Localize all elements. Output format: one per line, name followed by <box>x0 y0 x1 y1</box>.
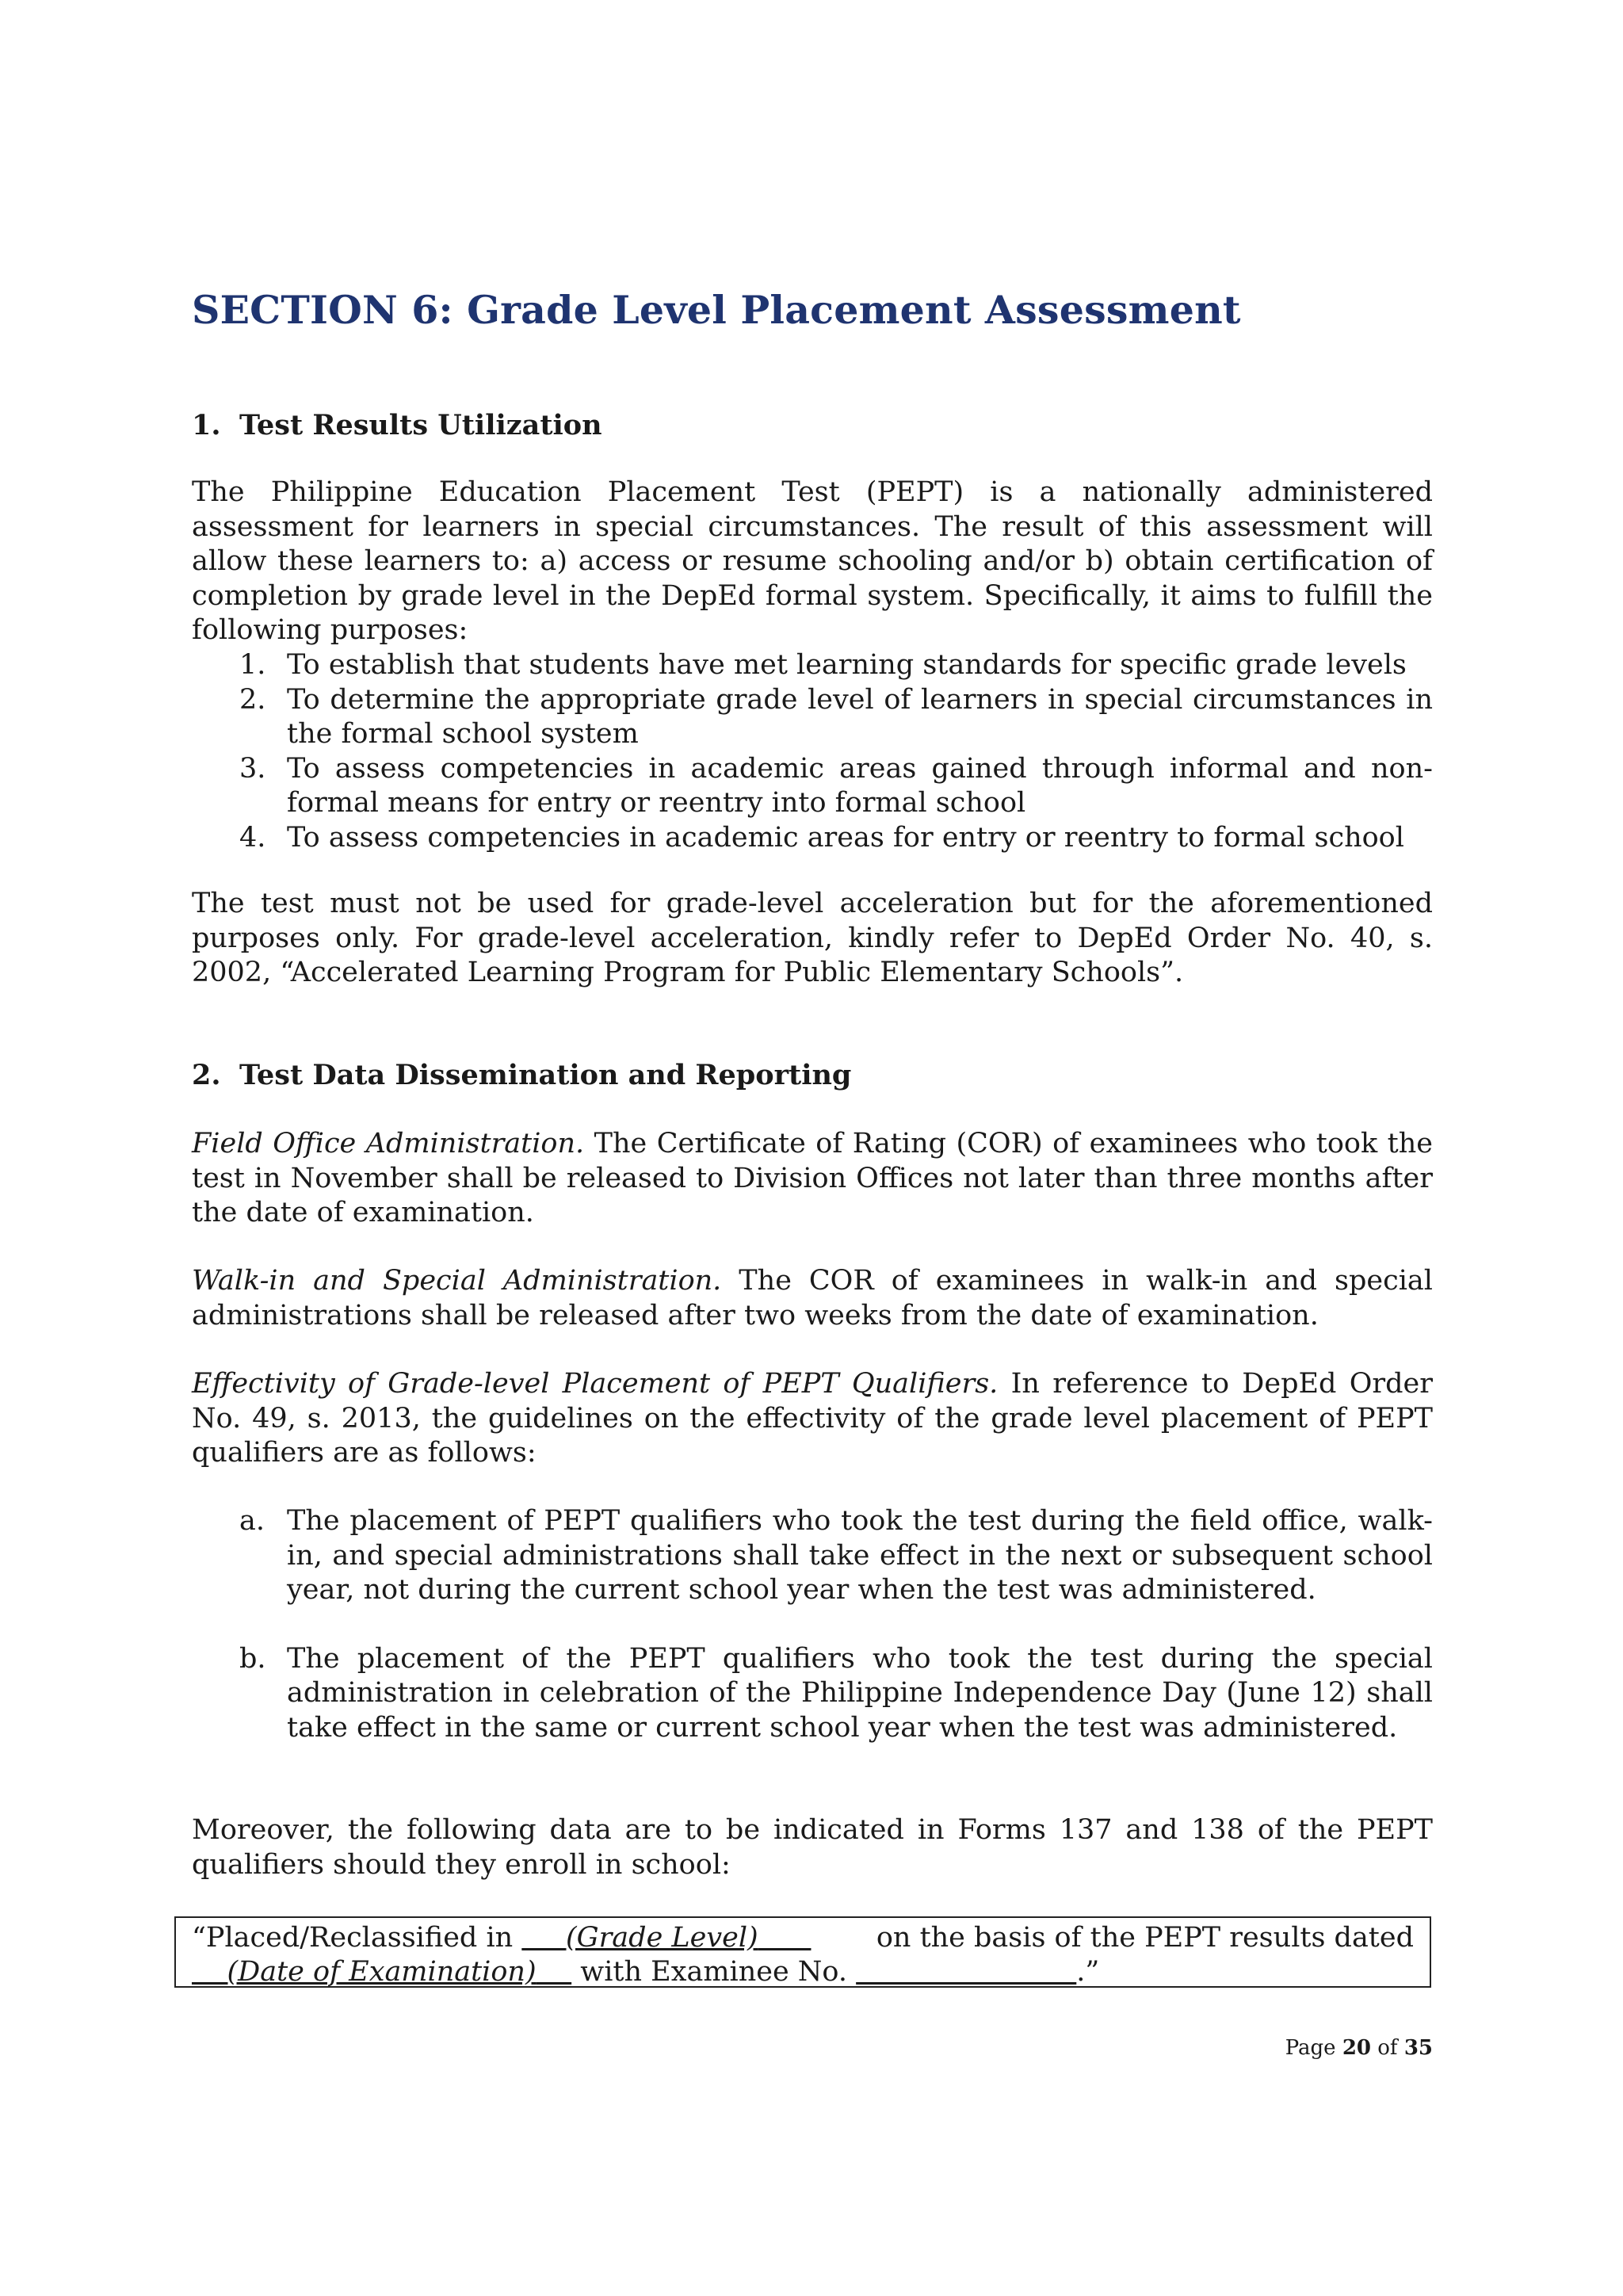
examinee-no-blank <box>856 1956 1076 1988</box>
subheading-number: 2. <box>192 1059 221 1091</box>
grade-level-blank: (Grade Level) <box>565 1922 758 1954</box>
field-office-label: Field Office Administration. <box>192 1128 585 1159</box>
date-of-exam-blank: (Date of Examination) <box>227 1956 537 1988</box>
guidelines-list <box>239 1504 1433 1745</box>
purposes-list <box>239 648 1433 855</box>
walk-in-paragraph: Walk-in and Special Administration. The COR of examinees in walk-in and special administrations shall be released after two weeks from the date of examination. <box>192 1265 1433 1331</box>
subheading-text: Test Results Utilization <box>239 409 602 441</box>
list-item: 1. To establish that students have met learning standards for specific grade levels <box>239 649 1407 681</box>
field-office-paragraph: Field Office Administration. The Certificate of Rating (COR) of examinees who took the test in November shall be released to Division Offices not later than three months after the date of examination. <box>192 1128 1433 1228</box>
list-item: b. The placement of the PEPT qualifiers who took the test during the special administration in celebration of the Philippine Independence Day (June 12) shall take effect in the same or current school year when the test was administered. <box>239 1642 1433 1744</box>
template-line-2: (Date of Examination) with Examinee No. .” <box>192 1955 1414 1989</box>
effectivity-paragraph: Effectivity of Grade-level Placement of PEPT Qualifiers. In reference to DepEd Order No. 49, s. 2013, the guidelines on the effectivity of the grade level placement of PEPT qualifiers are as follows: <box>192 1368 1433 1469</box>
section-title: SECTION 6: Grade Level Placement Assessment <box>192 287 1241 333</box>
template-line-1: “Placed/Reclassified in (Grade Level) on the basis of the PEPT results dated <box>192 1922 1414 1954</box>
subheading-number: 1. <box>192 409 221 441</box>
list-item: 2. To determine the appropriate grade level of learners in special circumstances in the formal school system <box>239 683 1433 750</box>
intro-paragraph: The Philippine Education Placement Test (PEPT) is a nationally administered assessment for learners in special circumstances. The result of this assessment will allow these learners to: a) access or resume schooling and/or b) obtain certification of completion by grade level in the DepEd formal system. Specifically, it aims to fulfill the following purposes: <box>192 476 1433 646</box>
subheading-test-results <box>192 409 602 441</box>
list-item: a. The placement of PEPT qualifiers who took the test during the field office, walk-in, and special administrations shall take effect in the next or subsequent school year, not during the current school year when the test was administered. <box>239 1505 1433 1606</box>
list-item: 4. To assess competencies in academic areas for entry or reentry to formal school <box>239 821 1404 854</box>
page-number-footer: Page 20 of 35 <box>1285 2036 1433 2060</box>
list-item: 3. To assess competencies in academic areas gained through informal and non-formal means for entry or reentry into formal school <box>239 752 1433 819</box>
moreover-paragraph: Moreover, the following data are to be indicated in Forms 137 and 138 of the PEPT qualifiers should they enroll in school: <box>192 1814 1433 1881</box>
walk-in-label: Walk-in and Special Administration. <box>192 1265 722 1297</box>
effectivity-label: Effectivity of Grade-level Placement of PEPT Qualifiers. <box>192 1368 999 1400</box>
subheading-dissemination <box>192 1059 851 1091</box>
record-entry-template-box <box>174 1916 1431 1988</box>
acceleration-note: The test must not be used for grade-level acceleration but for the aforementioned purposes only. For grade-level acceleration, kindly refer to DepEd Order No. 40, s. 2002, “Accelerated Learning Program for Public Elementary Schools”. <box>192 888 1433 988</box>
subheading-text: Test Data Dissemination and Reporting <box>239 1059 852 1091</box>
